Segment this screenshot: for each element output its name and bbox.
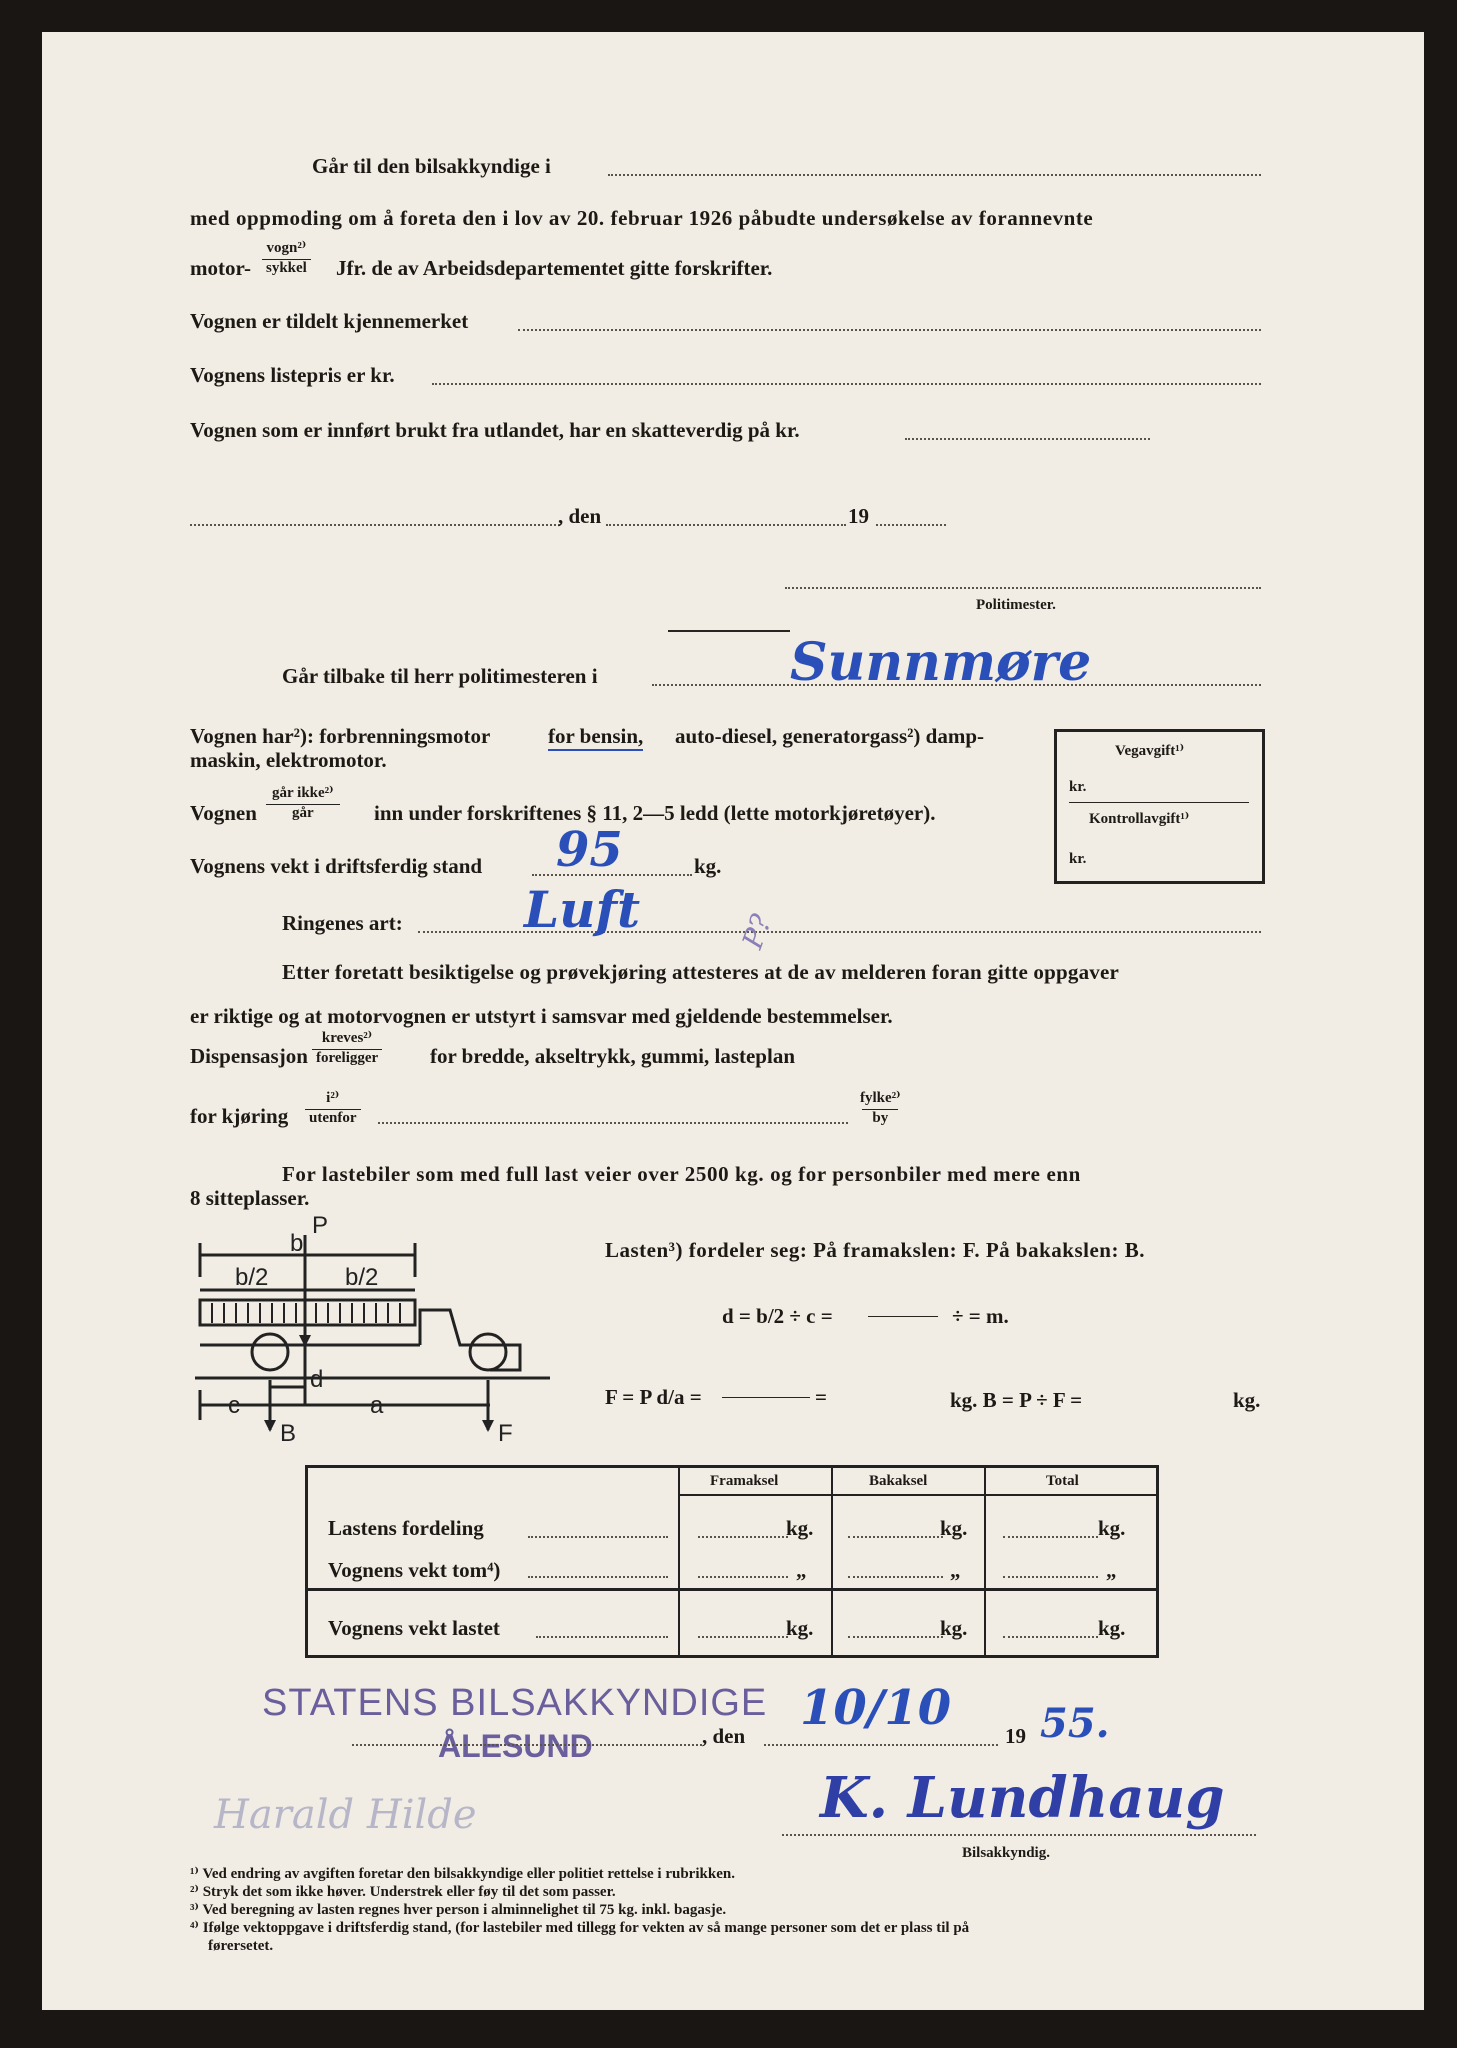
cell-field[interactable] bbox=[698, 1536, 788, 1538]
disp-frac-top: kreves²⁾ bbox=[321, 1030, 373, 1046]
formula-f: F = P d/a = bbox=[605, 1385, 702, 1409]
row-vekt-tom: Vognens vekt tom⁴) bbox=[328, 1558, 501, 1582]
den-label: , den bbox=[558, 504, 602, 528]
diagram-p: P bbox=[312, 1215, 329, 1239]
motor-frac-top: vogn²⁾ bbox=[266, 240, 307, 256]
vekt-handwritten: 95 bbox=[556, 822, 623, 878]
kjoring-frac-bottom: utenfor bbox=[305, 1109, 361, 1127]
tilbake-handwritten: Sunnmøre bbox=[790, 632, 1092, 693]
kontrollavgift-label: Kontrollavgift¹⁾ bbox=[1089, 811, 1190, 827]
vegavgift-label: Vegavgift¹⁾ bbox=[1115, 743, 1185, 759]
disp-suffix: for bredde, akseltrykk, gummi, lasteplan bbox=[430, 1044, 795, 1068]
lastebiler-line1: For lastebiler som med full last veier over 2500 kg. og for personbiler med mere enn bbox=[282, 1162, 1081, 1186]
bilsakkyndig-label: Bilsakkyndig. bbox=[962, 1845, 1050, 1861]
cell-field[interactable] bbox=[1003, 1536, 1098, 1538]
formula-d-tail: ÷ = m. bbox=[952, 1304, 1009, 1328]
row-vekt-lastet: Vognens vekt lastet bbox=[328, 1616, 500, 1640]
date-field[interactable] bbox=[606, 524, 846, 526]
signature-den-label: , den bbox=[702, 1724, 746, 1748]
signature-year-label: 19 bbox=[1005, 1724, 1026, 1748]
formula-d-line bbox=[868, 1316, 938, 1317]
year-field[interactable] bbox=[876, 524, 946, 526]
separator-line bbox=[668, 630, 790, 632]
stamp-line1: STATENS BILSAKKYNDIGE bbox=[262, 1682, 768, 1724]
footnote-2: ²⁾ Stryk det som ikke høver. Understrek eller føy til det som passer. bbox=[190, 1884, 616, 1900]
vognen-har-label: Vognen har²): forbrenningsmotor bbox=[190, 724, 491, 748]
cell-unit: kg. bbox=[1098, 1516, 1126, 1540]
kjoring-prefix: for kjøring bbox=[190, 1104, 289, 1128]
row-dots bbox=[528, 1536, 668, 1538]
formula-b: kg. B = P ÷ F = bbox=[950, 1388, 1083, 1412]
fylke-frac-bottom: by bbox=[862, 1109, 898, 1127]
formula-kg: kg. bbox=[1233, 1388, 1261, 1412]
margin-mark: P? bbox=[735, 909, 779, 954]
cell-unit: kg. bbox=[786, 1516, 814, 1540]
left-faint-handwriting: Harald Hilde bbox=[214, 1792, 477, 1838]
cell-field[interactable] bbox=[1003, 1636, 1098, 1638]
disp-fraction bbox=[312, 1030, 382, 1068]
diagram-b-half-right: b/2 bbox=[345, 1264, 379, 1291]
fylke-frac-top: fylke²⁾ bbox=[860, 1090, 901, 1106]
row-dots bbox=[536, 1636, 668, 1638]
diagram-ff: F bbox=[498, 1420, 513, 1445]
vognen-har-rest: auto-diesel, generatorgass²) damp- bbox=[675, 724, 985, 748]
cell-field[interactable] bbox=[848, 1536, 943, 1538]
gar-prefix: Vognen bbox=[190, 801, 257, 825]
vegavgift-kr[interactable]: kr. bbox=[1069, 779, 1087, 795]
footnote-4: ⁴⁾ Ifølge vektoppgave i driftsferdig stand, (for lastebiler med tillegg for vekten av så mange personer som det er plass til på bbox=[190, 1920, 970, 1936]
gar-suffix: inn under forskriftenes § 11, 2—5 ledd (lette motorkjøretøyer). bbox=[374, 801, 936, 825]
disp-frac-bottom: foreligger bbox=[312, 1049, 382, 1067]
cell-unit: kg. bbox=[1098, 1616, 1126, 1640]
motor-frac-bottom: sykkel bbox=[262, 259, 311, 277]
disp-prefix: Dispensasjon bbox=[190, 1044, 308, 1068]
bilsakkyndig-signature: K. Lundhaug bbox=[820, 1765, 1225, 1831]
tilbake-label: Går tilbake til herr politimesteren i bbox=[282, 664, 598, 688]
bilsakkyndig-location-field[interactable] bbox=[608, 174, 1261, 176]
vegavgift-divider bbox=[1069, 802, 1249, 803]
vognen-har-underlined: for bensin, bbox=[548, 726, 643, 751]
signature-date-handwritten: 10/10 bbox=[800, 1680, 952, 1736]
year-label: 19 bbox=[848, 504, 869, 528]
footnote-3: ³⁾ Ved beregning av lasten regnes hver person i alminnelighet til 75 kg. inkl. bagasje. bbox=[190, 1902, 727, 1918]
weight-table bbox=[305, 1465, 1159, 1658]
cell-ditto: „ bbox=[950, 1558, 961, 1582]
table-header-framaksel: Framaksel bbox=[710, 1473, 779, 1489]
cell-ditto: „ bbox=[796, 1558, 807, 1582]
skatteverdig-field[interactable] bbox=[905, 438, 1150, 440]
politimester-label: Politimester. bbox=[976, 597, 1056, 613]
cell-field[interactable] bbox=[698, 1636, 788, 1638]
cell-field[interactable] bbox=[848, 1576, 943, 1578]
cell-unit: kg. bbox=[940, 1616, 968, 1640]
row-dots bbox=[528, 1576, 668, 1578]
ringer-handwritten: Luft bbox=[524, 880, 641, 939]
attest-line2: er riktige og at motorvognen er utstyrt i samsvar med gjeldende bestemmelser. bbox=[190, 1004, 893, 1028]
diagram-b-half-left: b/2 bbox=[235, 1264, 269, 1291]
footnote-4-cont: førersetet. bbox=[208, 1938, 274, 1954]
gar-frac-top: går ikke²⁾ bbox=[272, 785, 334, 801]
listepris-label: Vognens listepris er kr. bbox=[190, 363, 395, 387]
motor-suffix: Jfr. de av Arbeidsdepartementet gitte forskrifter. bbox=[336, 256, 773, 280]
skatteverdig-label: Vognen som er innført brukt fra utlandet, har en skatteverdig på kr. bbox=[190, 418, 800, 442]
truck-load-diagram bbox=[190, 1215, 570, 1445]
kjoring-field[interactable] bbox=[378, 1122, 848, 1124]
motor-prefix: motor- bbox=[190, 256, 252, 280]
fylke-fraction bbox=[860, 1090, 901, 1128]
motor-fraction bbox=[262, 240, 311, 278]
footnote-1: ¹⁾ Ved endring av avgiften foretar den bilsakkyndige eller politiet rettelse i rubrikken. bbox=[190, 1866, 735, 1882]
vekt-label: Vognens vekt i driftsferdig stand bbox=[190, 854, 483, 878]
diagram-b: b bbox=[290, 1230, 304, 1257]
cell-field[interactable] bbox=[848, 1636, 943, 1638]
politimester-signature-field[interactable] bbox=[785, 587, 1261, 589]
signature-date-field[interactable] bbox=[764, 1744, 998, 1746]
lasten-text: Lasten³) fordeler seg: På framakslen: F. På bakakslen: B. bbox=[605, 1238, 1145, 1262]
gar-fraction bbox=[266, 785, 340, 823]
stamp-line2: ÅLESUND bbox=[438, 1728, 593, 1764]
table-header-bakaksel: Bakaksel bbox=[869, 1473, 928, 1489]
table-header-total: Total bbox=[1046, 1473, 1079, 1489]
request-text: med oppmoding om å foreta den i lov av 20. februar 1926 påbudte undersøkelse av forannevnte bbox=[190, 206, 1094, 230]
kjoring-frac-top: i²⁾ bbox=[326, 1090, 340, 1106]
vekt-unit: kg. bbox=[694, 854, 722, 878]
formula-d: d = b/2 ÷ c = bbox=[722, 1304, 833, 1328]
formula-f-line bbox=[722, 1397, 810, 1398]
formula-f-mid: = bbox=[815, 1385, 827, 1409]
kjennemerke-label: Vognen er tildelt kjennemerket bbox=[190, 309, 469, 333]
listepris-field[interactable] bbox=[432, 383, 1261, 385]
kjennemerke-field[interactable] bbox=[518, 329, 1261, 331]
diagram-d: d bbox=[310, 1366, 324, 1393]
cell-unit: kg. bbox=[940, 1516, 968, 1540]
cell-field[interactable] bbox=[698, 1576, 788, 1578]
ringer-label: Ringenes art: bbox=[282, 911, 403, 935]
line1-label: Går til den bilsakkyndige i bbox=[312, 154, 551, 178]
attest-line1: Etter foretatt besiktigelse og prøvekjøring attesteres at de av melderen foran gitte oppgaver bbox=[282, 960, 1120, 984]
cell-unit: kg. bbox=[786, 1616, 814, 1640]
kontrollavgift-kr[interactable]: kr. bbox=[1069, 851, 1087, 867]
bilsakkyndig-signature-field[interactable] bbox=[782, 1834, 1256, 1836]
kjoring-fraction bbox=[305, 1090, 361, 1128]
vognen-har-line2: maskin, elektromotor. bbox=[190, 748, 387, 772]
gar-frac-bottom: går bbox=[266, 804, 340, 822]
signature-year-handwritten: 55. bbox=[1040, 1700, 1110, 1747]
diagram-c: c bbox=[228, 1392, 240, 1419]
vegavgift-box bbox=[1054, 729, 1265, 884]
signature-place-field[interactable] bbox=[352, 1744, 702, 1746]
cell-field[interactable] bbox=[1003, 1576, 1098, 1578]
place-field[interactable] bbox=[190, 524, 560, 526]
diagram-bb: B bbox=[280, 1420, 297, 1445]
diagram-a: a bbox=[370, 1392, 384, 1419]
row-lastens-fordeling: Lastens fordeling bbox=[328, 1516, 484, 1540]
lastebiler-line2: 8 sitteplasser. bbox=[190, 1186, 310, 1210]
cell-ditto: „ bbox=[1106, 1558, 1117, 1582]
